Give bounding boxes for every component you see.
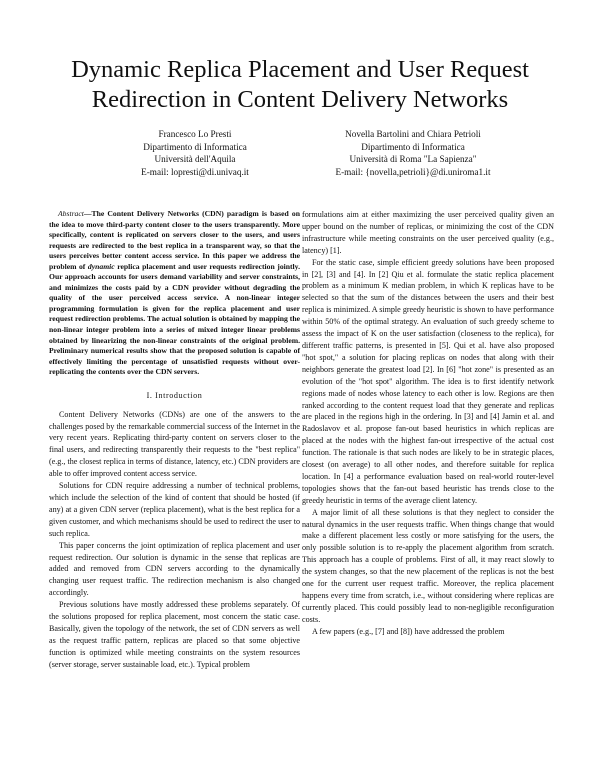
abstract: Abstract—The Content Delivery Networks (CDN) paradigm is based on the idea to move third-party content closer to the users transparently. More specifically, content is replicated on servers closer to the users, and users requests are redirected to the best replica in a transparent way, so that the users perceives better content access service. In this paper we address the problem of dynamic replica placement and user requests redirection jointly. Our approach accounts for users demand variability and server constraints, and minimizes the costs paid by a CDN provider without degrading the quality of the user perceived access service. A non-linear integer programming formulation is given for the replica placement and user request redirection problems. The actual solution is obtained by mapping the non-linear integer problem into a series of mixed integer linear problems obtained by linearizing the non-linear constraints of the original problem. Preliminary numerical results show that the proposed solution is capable of effectively limiting the percentage of unsatisfied requests without over-replicating the contents over the CDN servers. <box>49 209 300 377</box>
author-name: Novella Bartolini and Chiara Petrioli <box>345 129 481 139</box>
paragraph: Solutions for CDN require addressing a number of technical problems, which include the selection of the kind of content that should be hosted (if any) at a given CDN server (replica placement), what is the best replica for a given customer, and which mechanisms should be used to redirect the user to such replica. <box>49 481 300 538</box>
paragraph: For the static case, simple efficient greedy solutions have been proposed in [2], [3] and [4]. In [2] Qiu et al. formulate the static replica placement problem as a minimum K median problem, in which K replicas have to be selected so that the sum of the distances between the users and their best replica is minimized. A simple greedy heuristic is shown to have performance within 50% of the optimal strategy. An evaluation of such greedy scheme to assess the impact of K on the user satisfaction (closeness to the replica), for different traffic patterns, is presented in [5]. Qui et al. have also proposed "hot spot," a solution for placing replicas on nodes that along with their neighbors generate the greatest load [2]. In [6] "hot zone" is presented as an evolution of the "hot spot" algorithm. The idea is to first identify network regions made of nodes whose latency to each other is low. Regions are then ranked according to the content request load that they generate and replicas are placed in the regions high in the ordering. In [3] and [4] Jamin et al. and Radoslavov et al. propose fan-out based heuristics in which replicas are placed at the nodes with the highest fan-out irrespective of the actual cost function. The rationale is that such nodes are likely to be in strategic places, closest (on average) to all other nodes, and therefore suitable for replica location. In [4] a performance evaluation based on real-world router-level topologies shows that the fan-out based heuristic has trends close to the greedy heuristic in terms of the average client latency. <box>302 257 554 505</box>
paragraph: Content Delivery Networks (CDNs) are one of the answers to the challenges posed by the remarkable commercial success of the Internet in the very recent years. Replicating third-party content on servers closer to the final users, and redirecting transparently their requests to the "best replica" (e.g., the closest replica in terms of distance, latency, etc.) CDN providers are able to offer improved content access service. <box>49 409 300 479</box>
author-department: Dipartimento di Informatica <box>143 141 247 152</box>
author-block-right <box>293 128 533 178</box>
abstract-emphasis: dynamic <box>87 261 115 271</box>
left-column <box>49 209 300 671</box>
author-name: Francesco Lo Presti <box>158 129 232 139</box>
author-affiliation: Università di Roma "La Sapienza" <box>349 154 477 165</box>
paragraph: formulations aim at either maximizing the user perceived quality given an upper bound on the number of replicas, or minimizing the cost of the CDN infrastructure while meeting constraints on the user perceived quality (e.g., latency) [1]. <box>302 210 554 255</box>
section-heading-introduction: I. Introduction <box>146 390 203 400</box>
abstract-label: Abstract <box>58 209 84 218</box>
author-department: Dipartimento di Informatica <box>361 141 465 152</box>
abstract-text-part1: The Content Delivery Networks (CDN) paradigm is based on the idea to move third-party content closer to the users transparently. More specifically, content is replicated on servers closer to the users, and users requests are redirected to the best replica in a transparent way, so that the users perceives better content access service. In this paper we address the problem of <box>49 209 300 271</box>
author-email: E-mail: {novella,petrioli}@di.uniroma1.it <box>335 166 491 177</box>
paragraph: A major limit of all these solutions is that they neglect to consider the natural dynamics in the user requests traffic. When things change that would make a different placement less costly or more satisfying for the users, the only possible solution is to re-apply the placement algorithm from scratch. This approach has a couple of problems. First of all, it may react slowly to the system changes, so that the new placement of the replicas is not the best one for the current user request traffic. Moreover, the replica placement happens every time from scratch, i.e., without considering where replicas are currently placed. This could possibly lead to non-negligible reconfiguration costs. <box>302 507 554 624</box>
paragraph: Previous solutions have mostly addressed these problems separately. Of the solutions proposed for replica placement, most concern the static case. Basically, given the topology of the network, the set of CDN servers as well as the request traffic pattern, replicas are placed so that some objective function is optimized while meeting constraints on the system resources (server storage, server sustainable load, etc.). Typical problem <box>49 600 300 669</box>
author-block-left <box>80 128 310 178</box>
paragraph: This paper concerns the joint optimization of replica placement and user request redirection. Our solution is dynamic in the sense that replicas are added and removed from CDN servers according to the dynamically changing user request traffic. The redirection mechanism is also changed accordingly. <box>49 540 300 598</box>
author-email: E-mail: lopresti@di.univaq.it <box>141 166 249 177</box>
paper-title: Dynamic Replica Placement and User Request Redirection in Content Delivery Networks <box>71 56 529 113</box>
paragraph: A few papers (e.g., [7] and [8]) have addressed the problem <box>312 626 505 636</box>
author-affiliation: Università dell'Aquila <box>154 154 236 165</box>
right-column <box>302 209 554 638</box>
abstract-text-part2: replica placement and user requests redirection jointly. Our approach accounts for users demand variability and server constraints, and minimizes the costs paid by a CDN provider without degrading the quality of the user perceived access service. A non-linear integer programming formulation is given for the replica placement and user request redirection problems. The actual solution is obtained by mapping the non-linear integer problem into a series of mixed integer linear problems obtained by linearizing the non-linear constraints of the original problem. Preliminary numerical results show that the proposed solution is capable of effectively limiting the percentage of unsatisfied requests without over-replicating the contents over the CDN servers. <box>49 261 300 377</box>
